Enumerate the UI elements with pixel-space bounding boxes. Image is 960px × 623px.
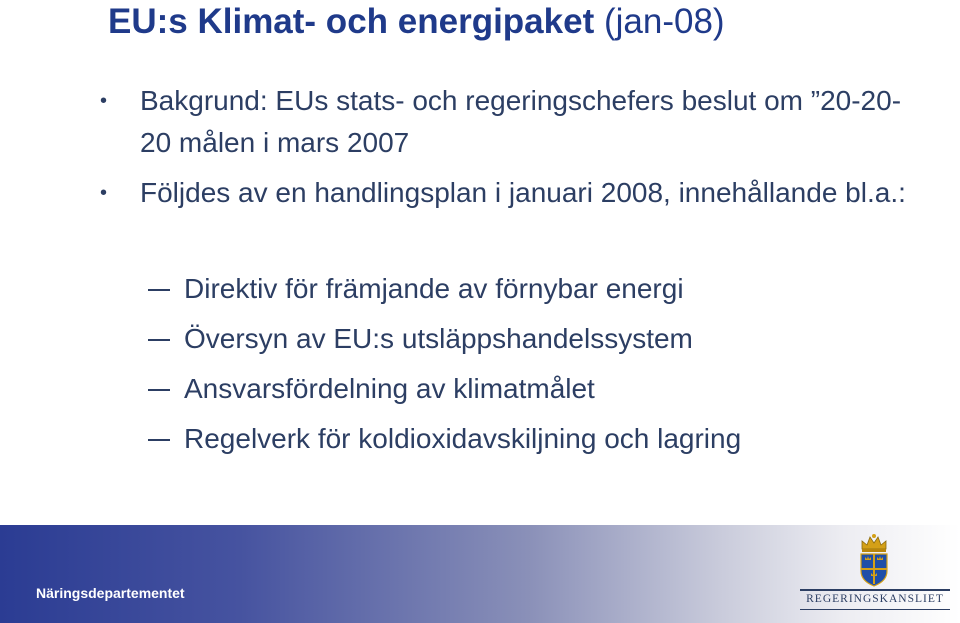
logo-wordmark: REGERINGSKANSLIET	[806, 593, 944, 605]
sub-list	[148, 264, 741, 464]
sub-item-text: Regelverk för koldioxidavskiljning och lagring	[184, 423, 742, 454]
bullet-text: Bakgrund: EUs stats- och regeringschefers beslut om ”20-20-20 målen i mars 2007	[140, 85, 902, 158]
sub-item	[148, 264, 741, 314]
slide-title	[108, 0, 725, 44]
sub-item-text: Ansvarsfördelning av klimatmålet	[184, 373, 595, 404]
regeringskansliet-logo	[800, 533, 950, 615]
bullet-marker: •	[100, 90, 108, 112]
dash-marker	[148, 439, 170, 441]
sub-item	[148, 314, 741, 364]
bullet-item	[100, 80, 920, 164]
crown-shield-icon	[856, 533, 892, 587]
title-main: EU:s Klimat- och energipaket	[108, 2, 595, 41]
sub-item-text: Direktiv för främjande av förnybar energi	[184, 273, 684, 304]
bullet-text: Följdes av en handlingsplan i januari 2008, innehållande bl.a.:	[140, 177, 906, 208]
bullet-marker: •	[100, 182, 108, 204]
dash-marker	[148, 339, 170, 341]
dash-marker	[148, 289, 170, 291]
sub-item	[148, 414, 741, 464]
title-suffix: (jan-08)	[603, 2, 725, 41]
bullet-list	[100, 80, 920, 214]
bullet-item	[100, 172, 920, 214]
sub-item	[148, 364, 741, 414]
footer-band	[0, 525, 960, 623]
logo-rule	[800, 609, 950, 610]
sub-item-text: Översyn av EU:s utsläppshandelssystem	[184, 323, 693, 354]
dash-marker	[148, 389, 170, 391]
department-name: Näringsdepartementet	[36, 585, 185, 601]
